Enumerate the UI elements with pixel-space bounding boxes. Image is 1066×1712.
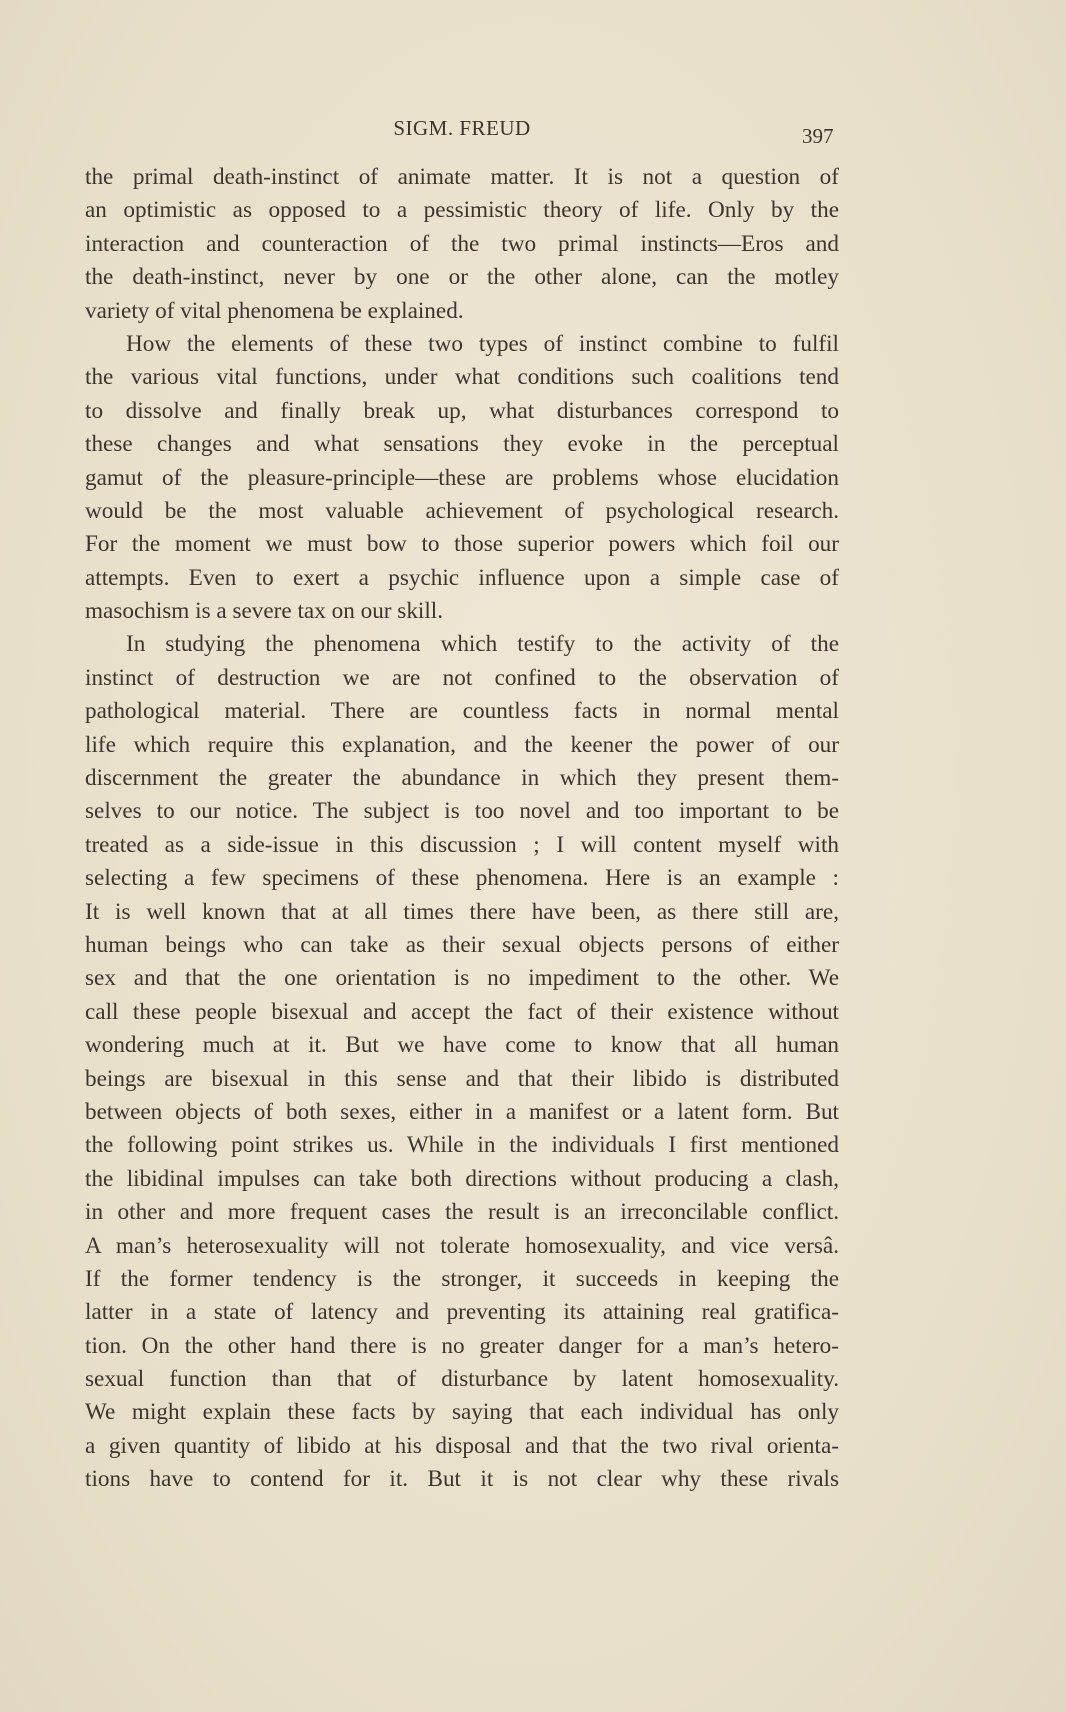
text-line: would be the most valuable achievement of psychological research. — [85, 497, 839, 524]
text-line: treated as a side-issue in this discussion ; I will content myself with — [85, 831, 839, 858]
text-line: human beings who can take as their sexual objects persons of either — [85, 931, 839, 958]
text-line: It is well known that at all times there have been, as there still are, — [85, 898, 839, 925]
text-line: In studying the phenomena which testify to the activity of the — [126, 631, 839, 658]
text-line: selves to our notice. The subject is too novel and too important to be — [85, 798, 839, 825]
text-line: variety of vital phenomena be explained. — [85, 297, 464, 324]
text-line: gamut of the pleasure-principle—these are problems whose elucidation — [85, 464, 839, 491]
text-line: How the elements of these two types of instinct combine to fulfil — [126, 330, 839, 357]
page-number: 397 — [802, 124, 834, 148]
paragraph — [85, 628, 839, 1496]
text-line: attempts. Even to exert a psychic influence upon a simple case of — [85, 564, 839, 591]
text-line: call these people bisexual and accept the fact of their existence without — [85, 998, 839, 1025]
text-line: latter in a state of latency and preventing its attaining real gratifica- — [85, 1299, 839, 1326]
text-line: a given quantity of libido at his disposal and that the two rival orienta- — [85, 1432, 839, 1459]
text-line: beings are bisexual in this sense and that their libido is distributed — [85, 1065, 839, 1092]
text-line: instinct of destruction we are not confined to the observation of — [85, 664, 839, 691]
text-line: in other and more frequent cases the result is an irreconcilable conflict. — [85, 1199, 839, 1226]
text-line: these changes and what sensations they evoke in the perceptual — [85, 431, 839, 458]
text-line: an optimistic as opposed to a pessimistic theory of life. Only by the — [85, 197, 839, 224]
text-line: A man’s heterosexuality will not tolerate homosexuality, and vice versâ. — [85, 1232, 839, 1259]
text-line: tion. On the other hand there is no greater danger for a man’s hetero- — [85, 1332, 839, 1359]
text-line: life which require this explanation, and the keener the power of our — [85, 731, 839, 758]
text-line: tions have to contend for it. But it is not clear why these rivals — [85, 1466, 839, 1493]
text-line: interaction and counteraction of the two primal instincts—Eros and — [85, 230, 839, 257]
text-line: If the former tendency is the stronger, it succeeds in keeping the — [85, 1265, 839, 1292]
text-line: sexual function than that of disturbance by latent homosexuality. — [85, 1366, 839, 1393]
text-line: the primal death-instinct of animate matter. It is not a question of — [85, 164, 839, 190]
paragraph — [85, 328, 839, 629]
text-line: the death-instinct, never by one or the other alone, can the motley — [85, 264, 839, 291]
text-line: We might explain these facts by saying that each individual has only — [85, 1399, 839, 1426]
running-head: SIGM. FREUD — [393, 116, 531, 140]
text-line: to dissolve and finally break up, what disturbances correspond to — [85, 397, 839, 424]
text-line: discernment the greater the abundance in which they present them- — [85, 765, 839, 792]
body-text — [85, 161, 839, 1497]
paragraph — [85, 161, 839, 328]
text-line: For the moment we must bow to those superior powers which foil our — [85, 531, 839, 558]
text-line: selecting a few specimens of these phenomena. Here is an example : — [85, 865, 839, 892]
text-line: between objects of both sexes, either in a manifest or a latent form. But — [85, 1098, 839, 1125]
text-line: the libidinal impulses can take both directions without producing a clash, — [85, 1165, 839, 1192]
text-line: wondering much at it. But we have come to know that all human — [85, 1032, 839, 1059]
text-line: the various vital functions, under what conditions such coalitions tend — [85, 364, 839, 391]
text-line: masochism is a severe tax on our skill. — [85, 598, 444, 625]
text-line: pathological material. There are countless facts in normal mental — [85, 698, 839, 725]
text-line: the following point strikes us. While in the individuals I first mentioned — [85, 1132, 839, 1159]
text-line: sex and that the one orientation is no impediment to the other. We — [85, 965, 839, 992]
